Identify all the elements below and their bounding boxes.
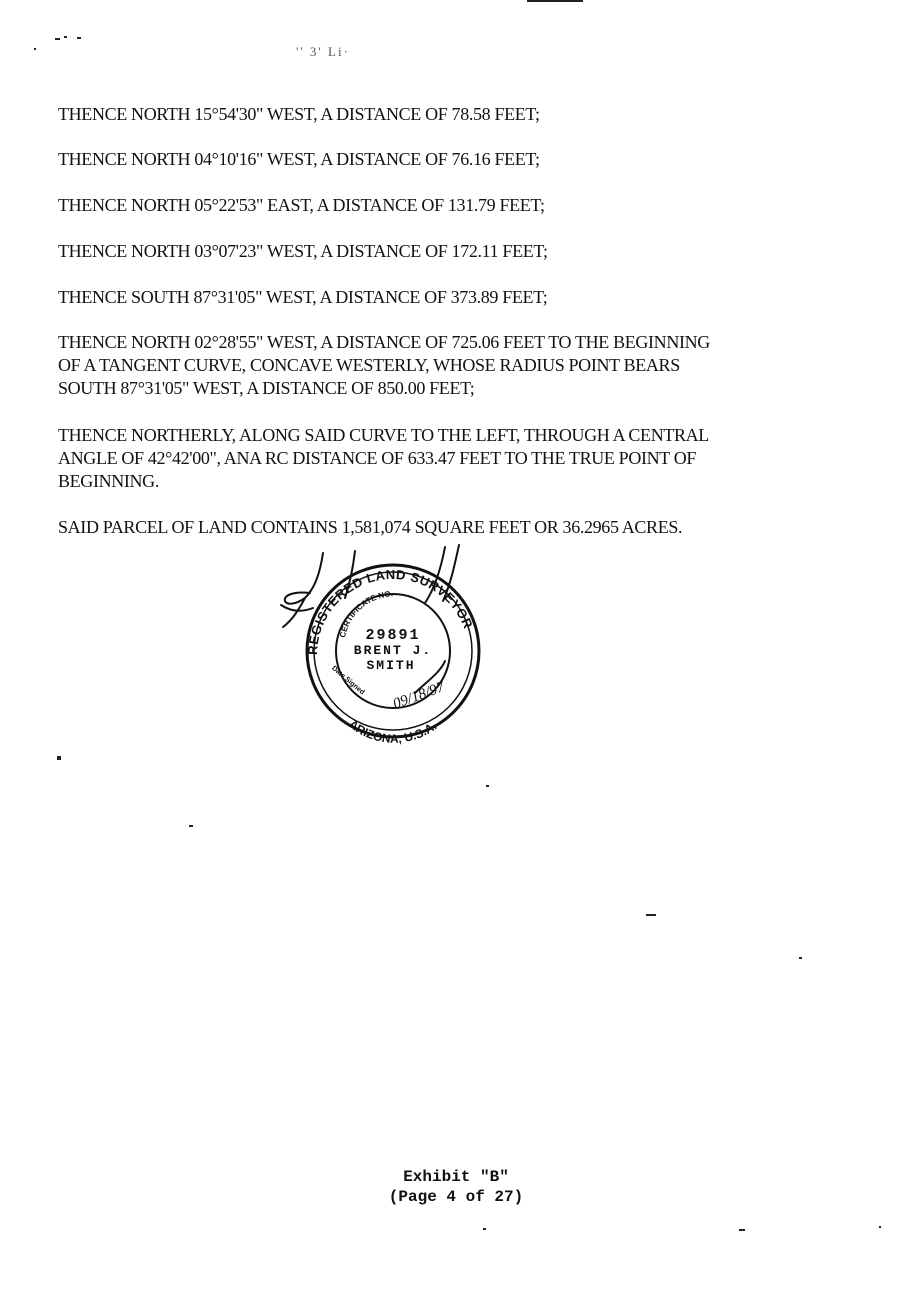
legal-description-paragraph <box>58 148 540 171</box>
scan-speck <box>799 957 802 959</box>
paragraph-line: SAID PARCEL OF LAND CONTAINS 1,581,074 SQUARE FEET OR 36.2965 ACRES. <box>58 517 683 537</box>
legal-description-paragraph <box>58 194 545 217</box>
legal-description-paragraph <box>58 331 710 400</box>
seal-name-line2: SMITH <box>366 658 416 673</box>
seal-number: 29891 <box>365 627 421 644</box>
scan-speck <box>739 1229 745 1231</box>
page-footer <box>0 1167 912 1207</box>
scan-speck <box>879 1226 881 1228</box>
scan-speck <box>64 36 67 38</box>
seal-state-path: ARIZONA, U.S.A. <box>346 716 440 746</box>
legal-description-paragraph <box>58 103 540 126</box>
scan-artifact-text: '' 3' Li· <box>296 44 350 59</box>
paragraph-line: OF A TANGENT CURVE, CONCAVE WESTERLY, WHOSE RADIUS POINT BEARS <box>58 355 680 375</box>
scan-speck <box>77 37 81 39</box>
surveyor-seal <box>265 543 485 748</box>
scan-speck <box>189 825 193 827</box>
scan-speck <box>646 914 656 916</box>
paragraph-line: THENCE NORTH 15°54'30" WEST, A DISTANCE OF 78.58 FEET; <box>58 104 540 124</box>
scan-speck <box>483 1228 486 1230</box>
paragraph-line: SOUTH 87°31'05" WEST, A DISTANCE OF 850.00 FEET; <box>58 378 475 398</box>
seal-state <box>346 717 439 746</box>
scan-speck <box>55 38 60 40</box>
paragraph-line: THENCE SOUTH 87°31'05" WEST, A DISTANCE OF 373.89 FEET; <box>58 287 548 307</box>
paragraph-line: THENCE NORTH 04°10'16" WEST, A DISTANCE OF 76.16 FEET; <box>58 149 540 169</box>
paragraph-line: THENCE NORTH 03°07'23" WEST, A DISTANCE OF 172.11 FEET; <box>58 241 548 261</box>
page-number: (Page 4 of 27) <box>388 1188 524 1206</box>
exhibit-label: Exhibit "B" <box>403 1168 509 1186</box>
seal-certificate-label-path: CERTIFICATE NO. <box>338 589 394 639</box>
scan-speck <box>527 0 583 2</box>
scan-speck <box>486 785 489 787</box>
legal-description-paragraph <box>58 286 547 309</box>
paragraph-line: BEGINNING. <box>58 471 159 491</box>
paragraph-line: ANGLE OF 42°42'00", ANA RC DISTANCE OF 633.47 FEET TO THE TRUE POINT OF <box>58 448 697 468</box>
paragraph-line: THENCE NORTH 02°28'55" WEST, A DISTANCE OF 725.06 FEET TO THE BEGINNING <box>58 332 710 352</box>
seal-date-label: Date Signed <box>330 664 366 697</box>
paragraph-line: THENCE NORTH 05°22'53" EAST, A DISTANCE OF 131.79 FEET; <box>58 195 545 215</box>
parcel-area-statement <box>58 516 682 539</box>
legal-description-paragraph <box>58 240 548 263</box>
seal-name-line1: BRENT J. <box>353 643 433 658</box>
seal-outer-text-path: REGISTERED LAND SURVEYOR <box>304 566 476 656</box>
legal-description-paragraph <box>58 424 709 493</box>
paragraph-line: THENCE NORTHERLY, ALONG SAID CURVE TO THE LEFT, THROUGH A CENTRAL <box>58 425 709 445</box>
scan-speck <box>34 48 36 50</box>
seal-date: 09/18/97 <box>391 679 447 713</box>
scan-speck <box>57 756 61 760</box>
